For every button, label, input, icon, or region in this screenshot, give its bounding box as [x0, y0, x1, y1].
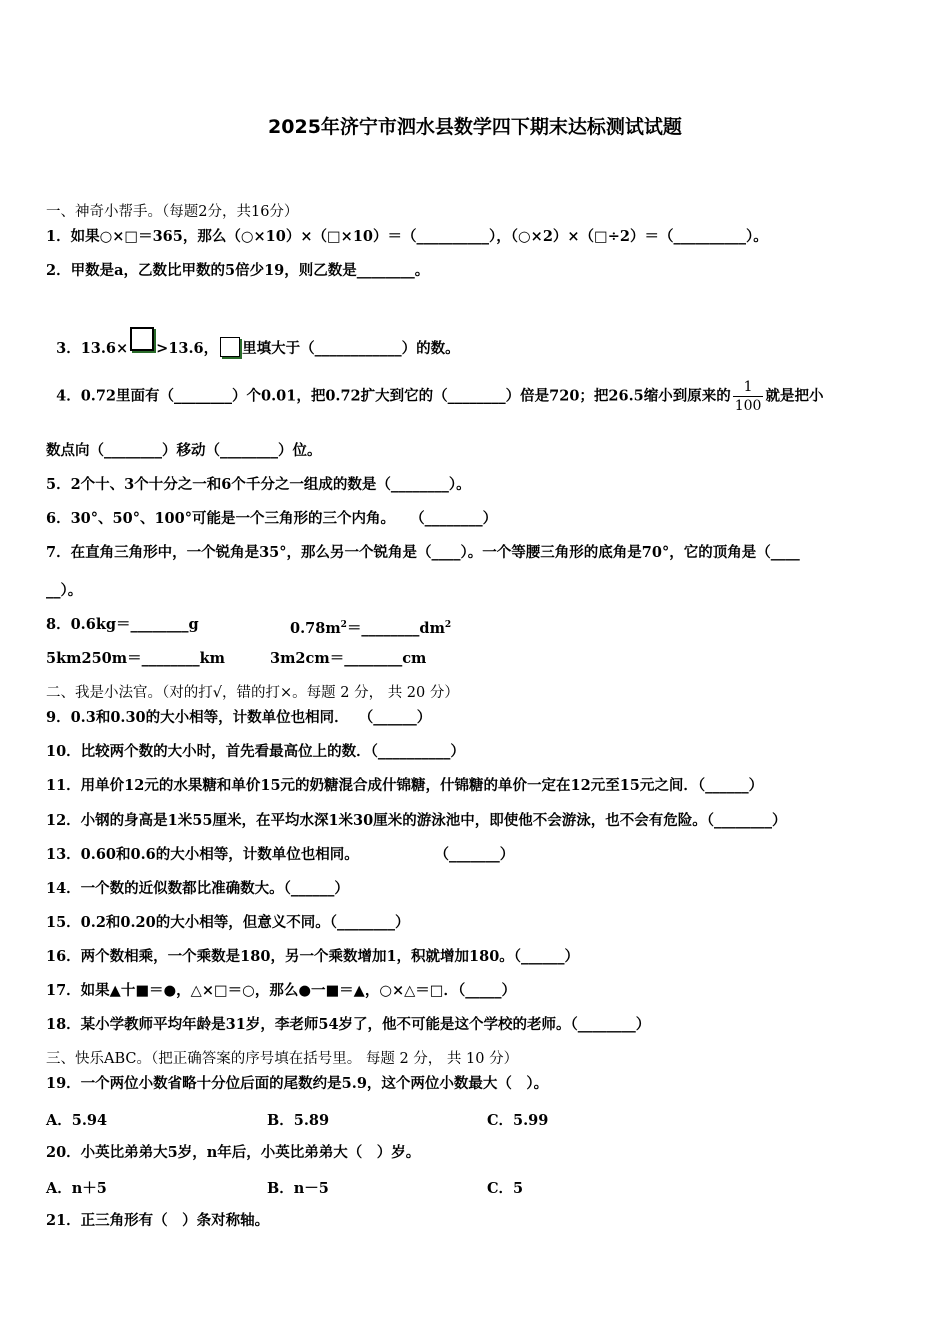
- question-8-c: 5km250m＝________km: [46, 650, 225, 667]
- question-8-d: 3m2cm＝________cm: [270, 650, 427, 667]
- square-box-icon: [220, 337, 240, 357]
- question-6: 6．30°、50°、100°可能是一个三角形的三个内角。 （________）: [46, 510, 498, 527]
- question-11: 11．用单价12元的水果糖和单价15元的奶糖混合成什锦糖，什锦糖的单价一定在12元至15元之间．（______）: [46, 777, 764, 794]
- q8-b-sup: 2: [340, 620, 347, 630]
- question-3-pre: 3．13.6×: [56, 340, 129, 357]
- question-13: 13．0.60和0.6的大小相等，计数单位也相同。 （_______）: [46, 846, 515, 863]
- question-4-post: 就是把小: [765, 387, 824, 405]
- question-4-continued: 数点向（________）移动（________）位。: [46, 442, 322, 459]
- question-12: 12．小钢的身高是1米55厘米，在平均水深1米30厘米的游泳池中，即使他不会游泳，也不会有危险。（________）: [46, 812, 787, 829]
- q8-b-mid: ＝________dm: [346, 619, 445, 637]
- question-4-pre: 4．0.72里面有（________）个0.01，把0.72扩大到它的（________）倍是720；把26.5缩小到原来的: [56, 387, 731, 405]
- page-title: 2025年济宁市泗水县数学四下期末达标测试试题: [268, 116, 682, 138]
- question-8-b: [290, 615, 451, 639]
- section-3-heading: 三、快乐ABC。（把正确答案的序号填在括号里。 每题 2 分， 共 10 分）: [46, 1051, 519, 1067]
- question-17: 17．如果▲十■＝●，△×□＝○，那么●一■＝▲，○×△＝□．（_____）: [46, 982, 516, 999]
- question-8-a: 8．0.6kg＝________g: [46, 616, 199, 633]
- question-21: 21．正三角形有（ ）条对称轴。: [46, 1212, 270, 1229]
- question-3: [46, 307, 460, 359]
- question-19: 19．一个两位小数省略十分位后面的尾数约是5.9，这个两位小数最大（ ）。: [46, 1075, 549, 1092]
- question-1: 1．如果○×□＝365，那么（○×10）×（□×10）＝（__________），（○×2）×（□÷2）＝（__________）。: [46, 228, 768, 245]
- question-7: 7．在直角三角形中，一个锐角是35°，那么另一个锐角是（____）。一个等腰三角形的底角是70°，它的顶角是（____: [46, 544, 800, 561]
- question-2: 2．甲数是a，乙数比甲数的5倍少19，则乙数是________。: [46, 262, 430, 279]
- fraction-denominator: 100: [734, 398, 762, 414]
- question-15: 15．0.2和0.20的大小相等，但意义不同。（________）: [46, 914, 410, 931]
- option-a: A．n＋5: [46, 1180, 107, 1197]
- question-18: 18．某小学教师平均年龄是31岁，李老师54岁了，他不可能是这个学校的老师。（________）: [46, 1016, 651, 1033]
- option-b: B．5.89: [267, 1112, 330, 1129]
- section-2-heading: 二、我是小法官。（对的打√，错的打×。每题 2 分， 共 20 分）: [46, 685, 459, 701]
- option-c: C．5: [487, 1180, 524, 1197]
- question-20: 20．小英比弟弟大5岁，n年后，小英比弟弟大（ ）岁。: [46, 1144, 421, 1161]
- question-3-mid: >13.6，: [156, 340, 219, 357]
- option-b: B．n－5: [267, 1180, 329, 1197]
- question-4: [46, 358, 823, 415]
- question-5: 5．2个十、3个十分之一和6个千分之一组成的数是（________）。: [46, 476, 471, 493]
- option-c: C．5.99: [487, 1112, 549, 1129]
- question-14: 14．一个数的近似数都比准确数大。（______）: [46, 880, 349, 897]
- question-7-continued: __）。: [46, 582, 83, 599]
- question-10: 10．比较两个数的大小时，首先看最高位上的数．（__________）: [46, 743, 465, 760]
- section-1-heading: 一、神奇小帮手。（每题2分，共16分）: [46, 204, 299, 220]
- fraction: [733, 378, 764, 415]
- question-16: 16．两个数相乘，一个乘数是180，另一个乘数增加1，积就增加180。（______）: [46, 948, 580, 965]
- q8-b-pre: 0.78m: [290, 619, 341, 637]
- square-box-icon: [130, 327, 154, 351]
- question-9: 9．0.3和0.30的大小相等，计数单位也相同． （______）: [46, 709, 432, 726]
- fraction-numerator: 1: [733, 378, 764, 397]
- option-a: A．5.94: [46, 1112, 108, 1129]
- question-3-post: 里填大于（____________）的数。: [242, 340, 460, 357]
- q8-b-sup2: 2: [444, 620, 452, 630]
